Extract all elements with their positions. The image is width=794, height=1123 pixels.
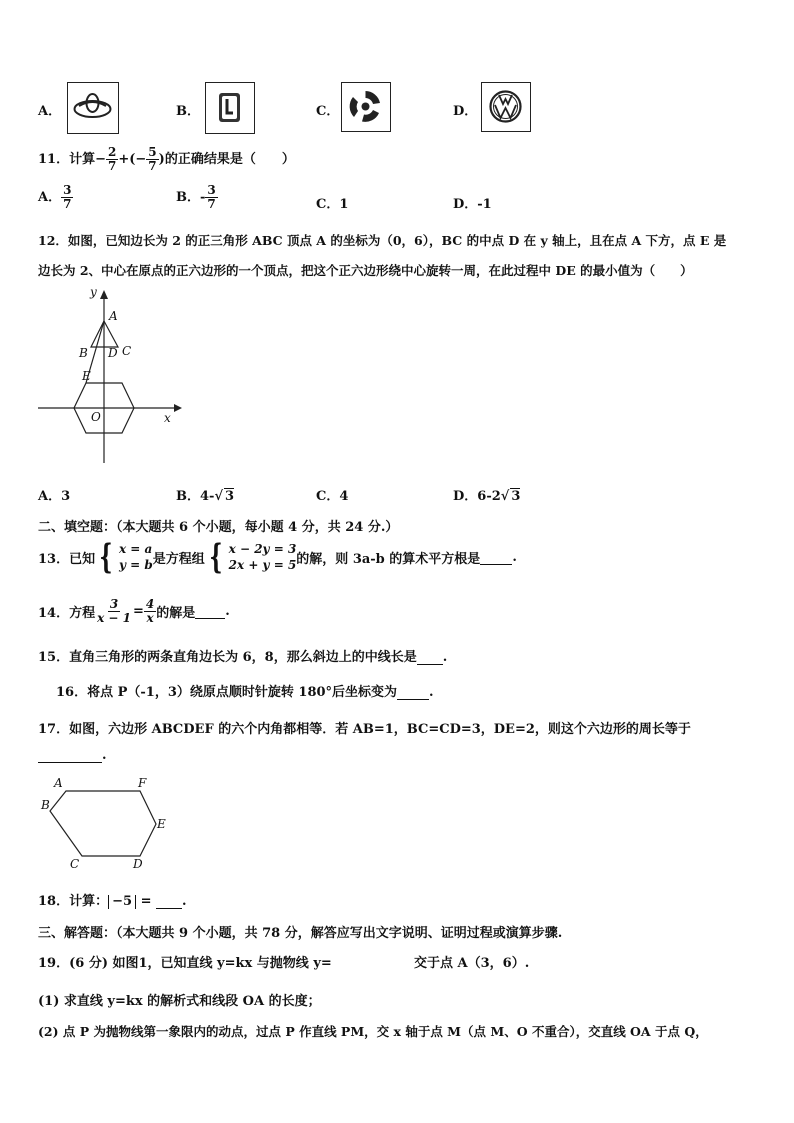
q11-option-a — [38, 184, 73, 211]
q13-mid: 是方程组 — [152, 551, 205, 567]
q11-option-a-label: A． — [38, 190, 62, 206]
q12-line-1: 12．如图，已知边长为 2 的正三角形 ABC 顶点 A 的坐标为（0，6），BC 的中点 D 在 y 轴上，且在点 A 下方，点 E 是 — [38, 233, 727, 248]
q13-suffix: 的解，则 3a-b 的算术平方根是 — [296, 551, 481, 567]
toyota-logo-icon — [67, 82, 119, 134]
q10-option-c-label: C． — [316, 104, 340, 119]
q17-fig-a-label: A — [54, 776, 63, 790]
q17-fig-d-label: D — [133, 857, 143, 871]
q14-stem — [38, 598, 230, 625]
q11-f2-den: 7 — [148, 159, 157, 174]
q13-s2-row-2: 2x + y = 5 — [228, 558, 297, 572]
q14-fraction-2 — [144, 598, 156, 625]
q13-s2-row-1: x − 2y = 3 — [228, 541, 297, 556]
q12-option-a: A．3 — [38, 489, 71, 504]
q19-sub-2: (2) 点 P 为抛物线第一象限内的动点，过点 P 作直线 PM，交 x 轴于点 M（点 M、O 不重合），交直线 OA 于点 Q， — [38, 1024, 708, 1039]
q14-suffix: 的解是 — [156, 606, 196, 622]
q11-fraction-2 — [146, 146, 158, 173]
q15-stem — [38, 646, 447, 665]
q16-stem — [56, 681, 434, 700]
q19-part-1: 19．(6 分) 如图1，已知直线 y=kx 与抛物线 y= — [38, 956, 332, 971]
q13-stem — [38, 537, 517, 577]
q19-part-2: 交于点 A（3，6）. — [414, 956, 530, 971]
q17-fig-c-label: C — [70, 857, 80, 871]
section-3-heading: 三、解答题：（本大题共 9 个小题，共 78 分，解答应写出文字说明、证明过程或演算步骤. — [38, 926, 563, 941]
q12-figure — [36, 285, 186, 470]
q13-system-2: { x − 2y = 3 2x + y = 5 — [209, 537, 297, 577]
q15-answer-blank[interactable] — [417, 650, 443, 665]
q14-f1-num: 3 — [109, 597, 119, 611]
q18-stem — [38, 890, 187, 909]
q12-fig-d-label: D — [108, 346, 118, 360]
q17-fig-b-label: B — [41, 798, 50, 812]
q12-fig-b-label: B — [79, 346, 88, 360]
q13-answer-blank[interactable] — [480, 550, 512, 565]
q17-hexagon-figure — [36, 774, 176, 874]
q18-equals: = — [136, 894, 156, 909]
q12-option-b: B．4-√ 3 — [176, 489, 235, 504]
shield-logo-icon — [205, 82, 255, 134]
q12-fig-x-label: x — [164, 411, 171, 425]
q11-f1-num: 2 — [108, 145, 117, 159]
q12-fig-o-label: O — [91, 410, 101, 424]
q17-answer-line — [38, 748, 107, 763]
q13-prefix: 13．已知 — [38, 551, 96, 567]
q12-option-d: D．6-2√ 3 — [453, 489, 521, 504]
q14-equals: = — [133, 604, 144, 620]
q11-f1-den: 7 — [108, 159, 117, 174]
volkswagen-logo-icon — [481, 82, 531, 132]
q11-option-b — [176, 184, 218, 211]
q12-fig-y-label: y — [90, 285, 97, 299]
q11-option-b-fraction — [205, 184, 217, 211]
q18-end: . — [182, 894, 187, 909]
q12-option-b-prefix: B．4- — [176, 489, 215, 504]
q11-option-a-den: 7 — [63, 197, 72, 212]
q14-fraction-1 — [95, 598, 133, 625]
q14-end: . — [225, 604, 230, 620]
q11-option-b-den: 7 — [207, 197, 216, 212]
q11-minus: − — [95, 152, 106, 168]
q14-answer-blank[interactable] — [195, 604, 225, 619]
q12-fig-e-label: E — [82, 369, 91, 383]
q11-f2-num: 5 — [148, 145, 157, 159]
q11-suffix: 的正确结果是（ ） — [164, 152, 295, 168]
q14-prefix: 14．方程 — [38, 606, 96, 622]
q13-system-1: { x = a y = b — [99, 537, 153, 577]
q17-line-1: 17．如图，六边形 ABCDEF 的六个内角都相等．若 AB=1，BC=CD=3，DE=2，则这个六边形的周长等于 — [38, 722, 691, 737]
q11-close: ) — [158, 152, 165, 168]
q12-line-2: 边长为 2、中心在原点的正六边形的一个顶点，把这个正六边形绕中心旋转一周，在此过程中 DE 的最小值为（ ） — [38, 263, 693, 278]
q13-s1-row-1: x = a — [118, 541, 153, 556]
q17-end: . — [102, 748, 107, 763]
q10-option-d-label: D． — [453, 104, 478, 119]
q12-fig-a-label: A — [109, 309, 118, 323]
q11-option-b-num: 3 — [207, 183, 216, 197]
q16-end: . — [429, 685, 434, 700]
q18-answer-blank[interactable] — [156, 894, 182, 909]
q13-s1-row-2: y = b — [118, 558, 153, 572]
q18-prefix: 18．计算： — [38, 894, 109, 909]
q14-f1-den: x − 1 — [97, 611, 132, 626]
q14-f2-num: 4 — [145, 597, 155, 611]
q13-end: . — [512, 549, 517, 565]
q19-sub-1: (1) 求直线 y=kx 的解析式和线段 OA 的长度； — [38, 994, 321, 1009]
q17-fig-e-label: E — [157, 817, 166, 831]
q11-prefix: 11．计算 — [38, 152, 96, 168]
q12-option-d-radicand: 3 — [511, 489, 521, 504]
q11-option-d: D．-1 — [453, 197, 492, 212]
section-2-heading: 二、填空题：（本大题共 6 个小题，每小题 4 分，共 24 分.） — [38, 520, 399, 535]
q15-text: 15．直角三角形的两条直角边长为 6，8，那么斜边上的中线长是 — [38, 650, 417, 665]
q12-fig-c-label: C — [122, 344, 132, 358]
q11-option-c: C．1 — [316, 197, 349, 212]
q12-option-d-prefix: D．6-2 — [453, 489, 501, 504]
q11-option-b-sign: - — [200, 190, 206, 206]
swirl-logo-icon — [341, 82, 391, 132]
q11-option-b-label: B． — [176, 190, 200, 206]
q10-option-b-label: B． — [176, 104, 200, 119]
q16-text: 16．将点 P（-1，3）绕原点顺时针旋转 180°后坐标变为 — [56, 685, 398, 700]
q11-plus-open: +(− — [118, 152, 147, 168]
q16-answer-blank[interactable] — [397, 685, 429, 700]
q11-fraction-1 — [106, 146, 118, 173]
q18-absolute-value: −5 — [108, 895, 136, 909]
q10-option-a-label: A． — [38, 104, 62, 119]
q11-option-a-num: 3 — [63, 183, 72, 197]
q12-option-c: C．4 — [316, 489, 349, 504]
q11-stem — [38, 146, 295, 173]
q14-f2-den: x — [146, 611, 154, 626]
q15-end: . — [442, 650, 448, 665]
q11-option-a-fraction — [61, 184, 73, 211]
q17-answer-blank[interactable] — [38, 748, 102, 763]
q12-option-b-radicand: 3 — [224, 489, 235, 504]
q17-fig-f-label: F — [138, 776, 147, 790]
